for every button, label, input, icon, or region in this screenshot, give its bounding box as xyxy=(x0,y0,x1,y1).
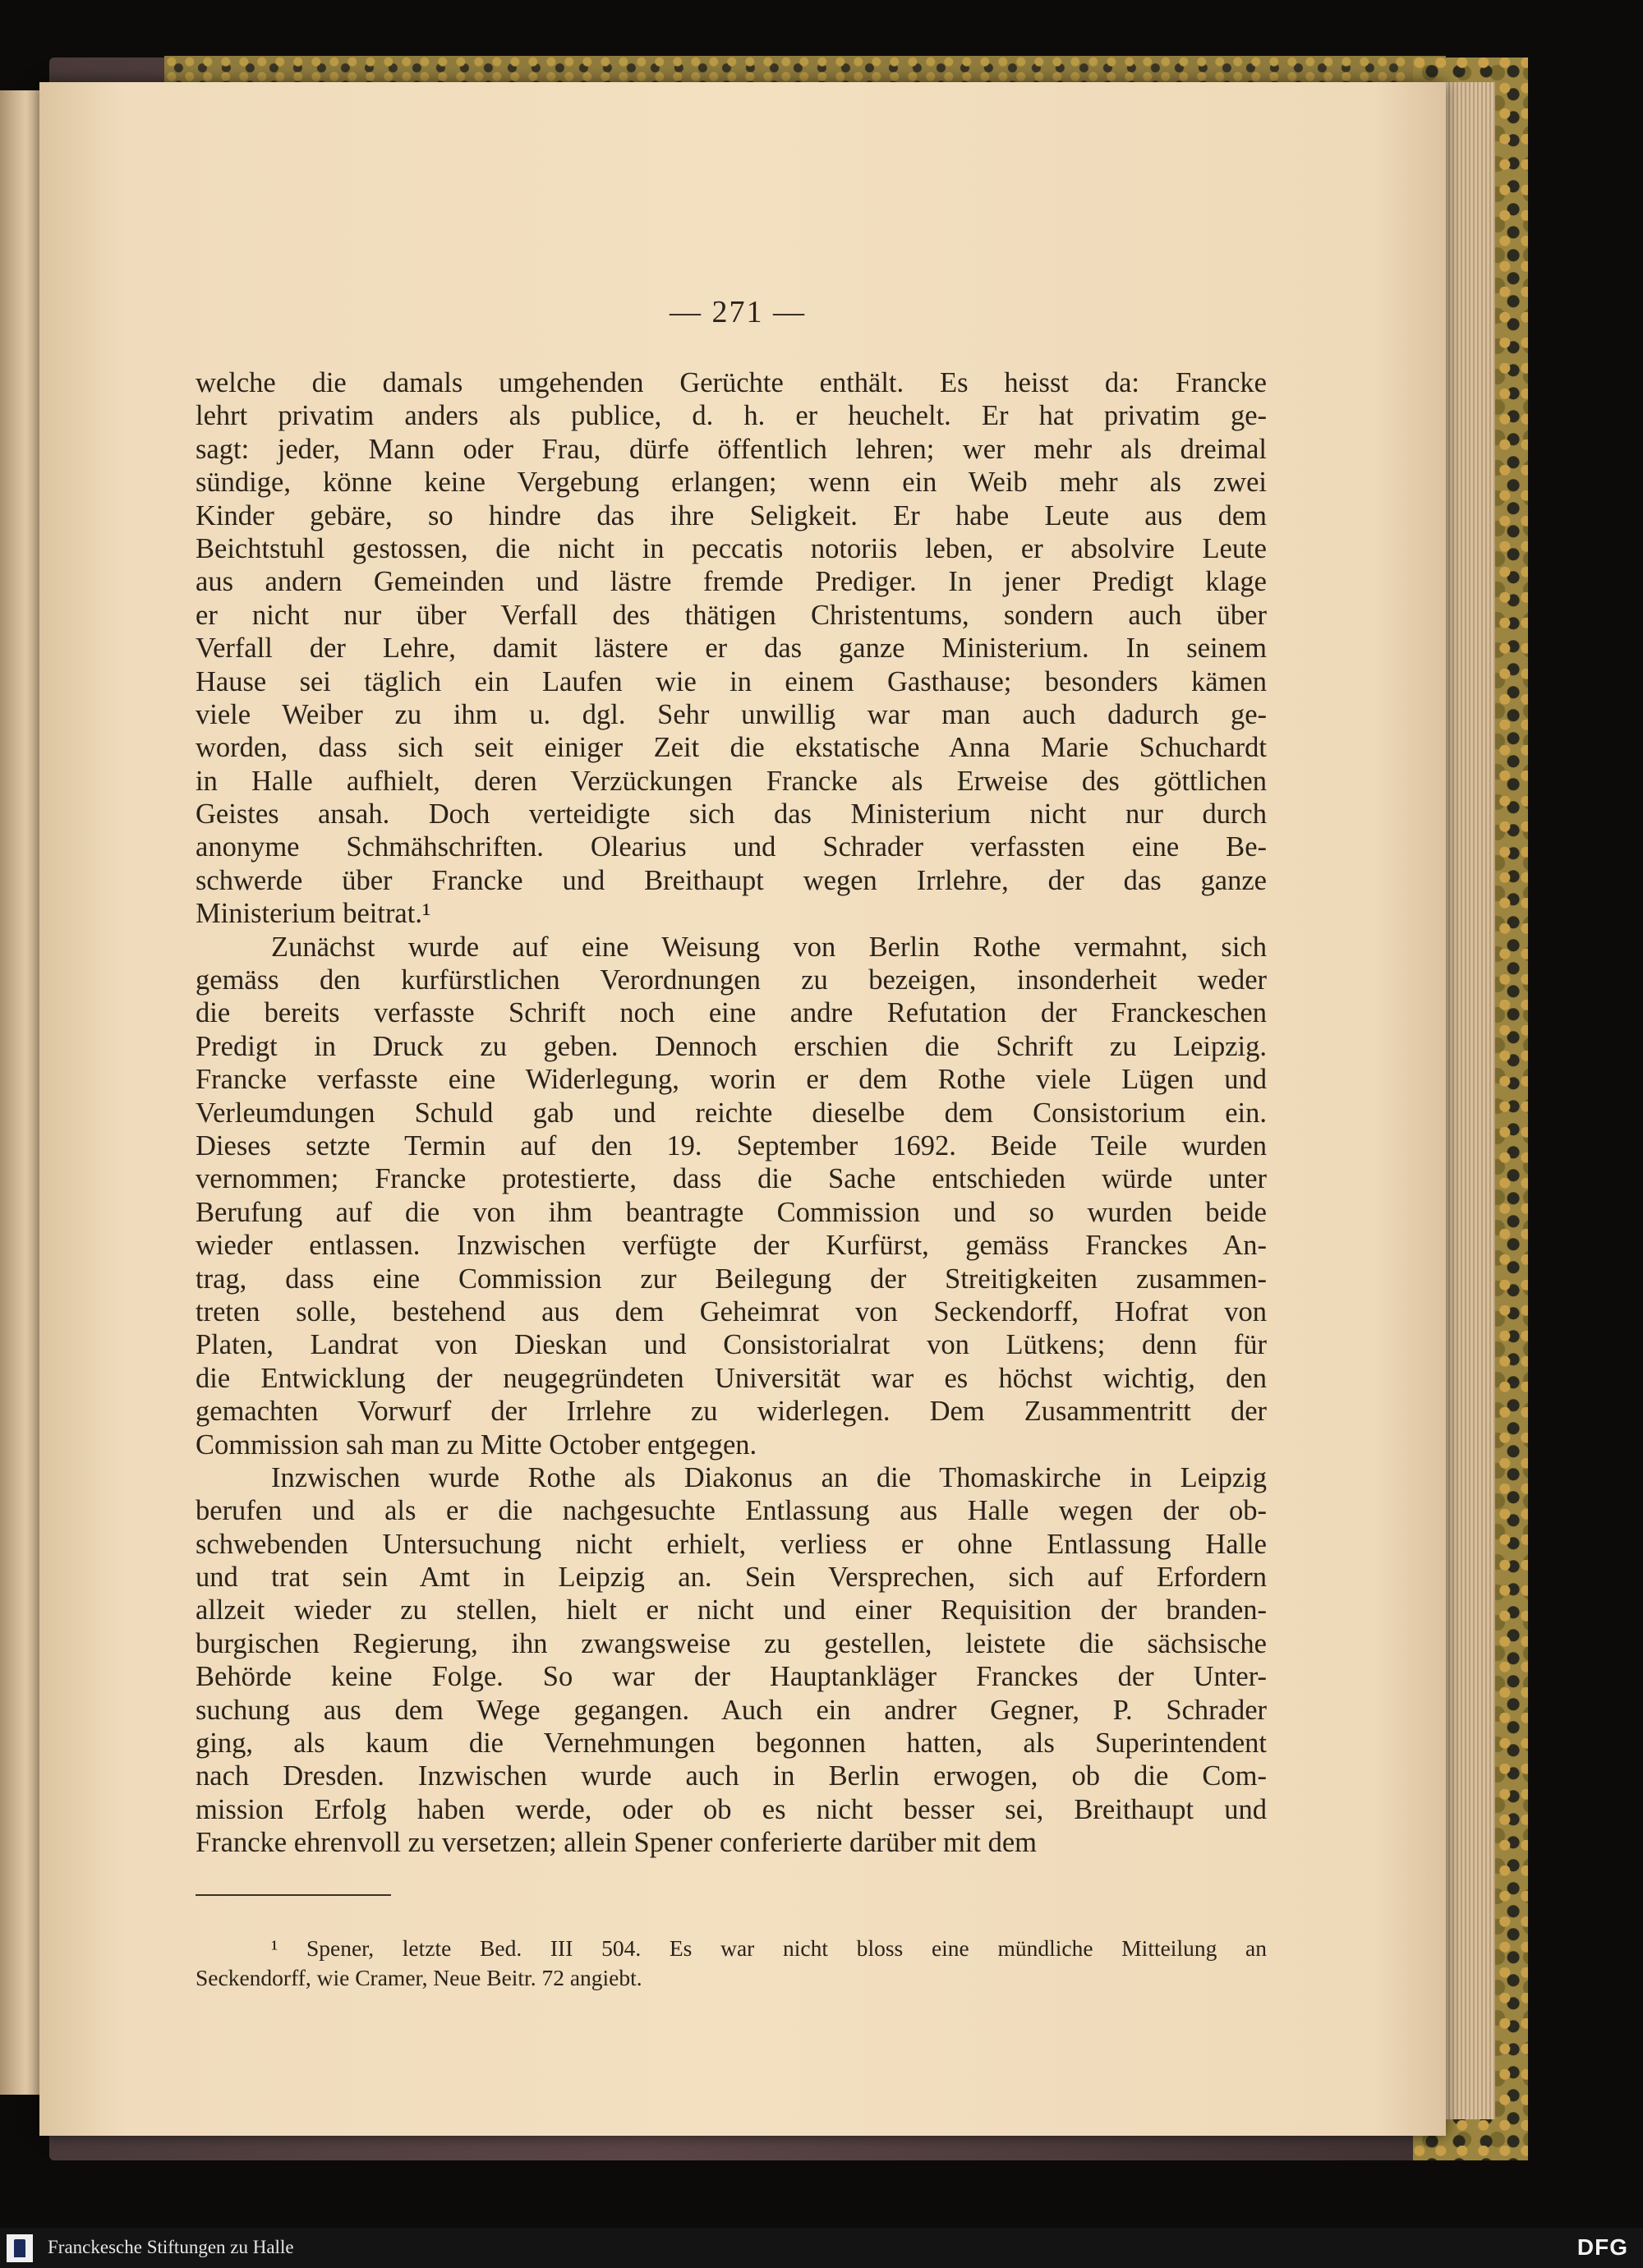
page-stack-edge xyxy=(1438,82,1495,2119)
text-line: schwebenden Untersuchung nicht erhielt, verliess er ohne Entlassung Halle xyxy=(196,1528,1267,1560)
text-line: trag, dass eine Commission zur Beilegung der Streitigkeiten zusammen- xyxy=(196,1263,1267,1295)
text-line: Zunächst wurde auf eine Weisung von Berlin Rothe vermahnt, sich xyxy=(271,931,1267,963)
text-line: sündige, könne keine Vergebung erlangen; wenn ein Weib mehr als zwei xyxy=(196,467,1267,499)
text-line: treten solle, bestehend aus dem Geheimrat von Seckendorff, Hofrat von xyxy=(196,1295,1267,1327)
text-line: lehrt privatim anders als publice, d. h. er heuchelt. Er hat privatim ge- xyxy=(196,400,1267,432)
text-line: gemäss den kurfürstlichen Verordnungen zu bezeigen, insonderheit weder xyxy=(196,964,1267,996)
text-line: Platen, Landrat von Dieskan und Consistorialrat von Lütkens; denn für xyxy=(196,1329,1267,1361)
text-line: Geistes ansah. Doch verteidigte sich das Ministerium nicht nur durch xyxy=(196,798,1267,830)
footnote-line: Seckendorff, wie Cramer, Neue Beitr. 72 angiebt. xyxy=(196,1965,642,1990)
text-line: anonyme Schmähschriften. Olearius und Schrader verfassten eine Be- xyxy=(196,831,1267,863)
text-line: sagt: jeder, Mann oder Frau, dürfe öffentlich lehren; wer mehr als dreimal xyxy=(196,433,1267,465)
logo-mark xyxy=(14,2239,25,2257)
footnote-divider xyxy=(196,1894,391,1896)
body-text xyxy=(196,366,1267,1860)
text-line: Dieses setzte Termin auf den 19. September 1692. Beide Teile wurden xyxy=(196,1129,1267,1162)
text-line: Verleumdungen Schuld gab und reichte dieselbe dem Consistorium ein. xyxy=(196,1097,1267,1129)
viewer-footer xyxy=(0,2228,1643,2268)
text-line: Verfall der Lehre, damit lästere er das ganze Ministerium. In seinem xyxy=(196,633,1267,665)
text-line: Beichtstuhl gestossen, die nicht in peccatis notoriis leben, er absolvire Leute xyxy=(196,532,1267,564)
text-line: Inzwischen wurde Rothe als Diakonus an die Thomaskirche in Leipzig xyxy=(271,1461,1267,1493)
text-line: mission Erfolg haben werde, oder ob es nicht besser sei, Breithaupt und xyxy=(196,1793,1267,1825)
text-line: die bereits verfasste Schrift noch eine andre Refutation der Franckeschen xyxy=(196,997,1267,1029)
text-line: allzeit wieder zu stellen, hielt er nicht und einer Requisition der branden- xyxy=(196,1594,1267,1626)
text-line: burgischen Regierung, ihn zwangsweise zu gestellen, leistete die sächsische xyxy=(196,1627,1267,1659)
book-page xyxy=(39,82,1446,2136)
footnote-line: ¹ Spener, letzte Bed. III 504. Es war nicht bloss eine mündliche Mitteilung an xyxy=(271,1935,1267,1961)
text-line: welche die damals umgehenden Gerüchte enthält. Es heisst da: Francke xyxy=(196,367,1267,398)
text-line: schwerde über Francke und Breithaupt wegen Irrlehre, der das ganze xyxy=(196,864,1267,896)
text-line: Hause sei täglich ein Laufen wie in einem Gasthause; besonders kämen xyxy=(196,665,1267,697)
text-line: Berufung auf die von ihm beantragte Commission und so wurden beide xyxy=(196,1196,1267,1228)
text-line: Ministerium beitrat.¹ xyxy=(196,898,431,930)
text-line: aus andern Gemeinden und lästre fremde Prediger. In jener Predigt klage xyxy=(196,566,1267,598)
footnote xyxy=(196,1934,1267,1993)
text-line: Behörde keine Folge. So war der Hauptankläger Franckes der Unter- xyxy=(196,1661,1267,1693)
text-line: vernommen; Francke protestierte, dass die Sache entschieden würde unter xyxy=(196,1163,1267,1195)
text-line: nach Dresden. Inzwischen wurde auch in Berlin erwogen, ob die Com- xyxy=(196,1760,1267,1792)
text-line: in Halle aufhielt, deren Verzückungen Francke als Erweise des göttlichen xyxy=(196,765,1267,797)
text-line: gemachten Vorwurf der Irrlehre zu widerlegen. Dem Zusammentritt der xyxy=(196,1396,1267,1428)
text-line: Predigt in Druck zu geben. Dennoch erschien die Schrift zu Leipzig. xyxy=(196,1030,1267,1062)
text-line: ging, als kaum die Vernehmungen begonnen hatten, als Superintendent xyxy=(196,1727,1267,1760)
page-number: — 271 — xyxy=(670,295,806,329)
text-line: die Entwicklung der neugegründeten Universität war es höchst wichtig, den xyxy=(196,1362,1267,1394)
text-line: wieder entlassen. Inzwischen verfügte der Kurfürst, gemäss Franckes An- xyxy=(196,1230,1267,1262)
text-line: viele Weiber zu ihm u. dgl. Sehr unwillig war man auch dadurch ge- xyxy=(196,698,1267,730)
previous-page-edge xyxy=(0,90,43,2095)
text-line: Kinder gebäre, so hindre das ihre Seligkeit. Er habe Leute aus dem xyxy=(196,499,1267,531)
text-line: Francke ehrenvoll zu versetzen; allein Spener conferierte darüber mit dem xyxy=(196,1827,1037,1859)
institution-logo-icon xyxy=(7,2234,33,2262)
text-line: suchung aus dem Wege gegangen. Auch ein andrer Gegner, P. Schrader xyxy=(196,1694,1267,1726)
dfg-logo: DFG xyxy=(1576,2234,1628,2260)
text-line: Francke verfasste eine Widerlegung, worin er dem Rothe viele Lügen und xyxy=(196,1064,1267,1096)
text-line: worden, dass sich seit einiger Zeit die ekstatische Anna Marie Schuchardt xyxy=(196,732,1267,764)
text-line: und trat sein Amt in Leipzig an. Sein Versprechen, sich auf Erfordern xyxy=(196,1562,1267,1594)
text-line: er nicht nur über Verfall des thätigen Christentums, sondern auch über xyxy=(196,599,1267,631)
text-line: berufen und als er die nachgesuchte Entlassung aus Halle wegen der ob- xyxy=(196,1495,1267,1527)
text-line: Commission sah man zu Mitte October entgegen. xyxy=(196,1428,757,1461)
institution-name: Franckesche Stiftungen zu Halle xyxy=(48,2237,294,2257)
